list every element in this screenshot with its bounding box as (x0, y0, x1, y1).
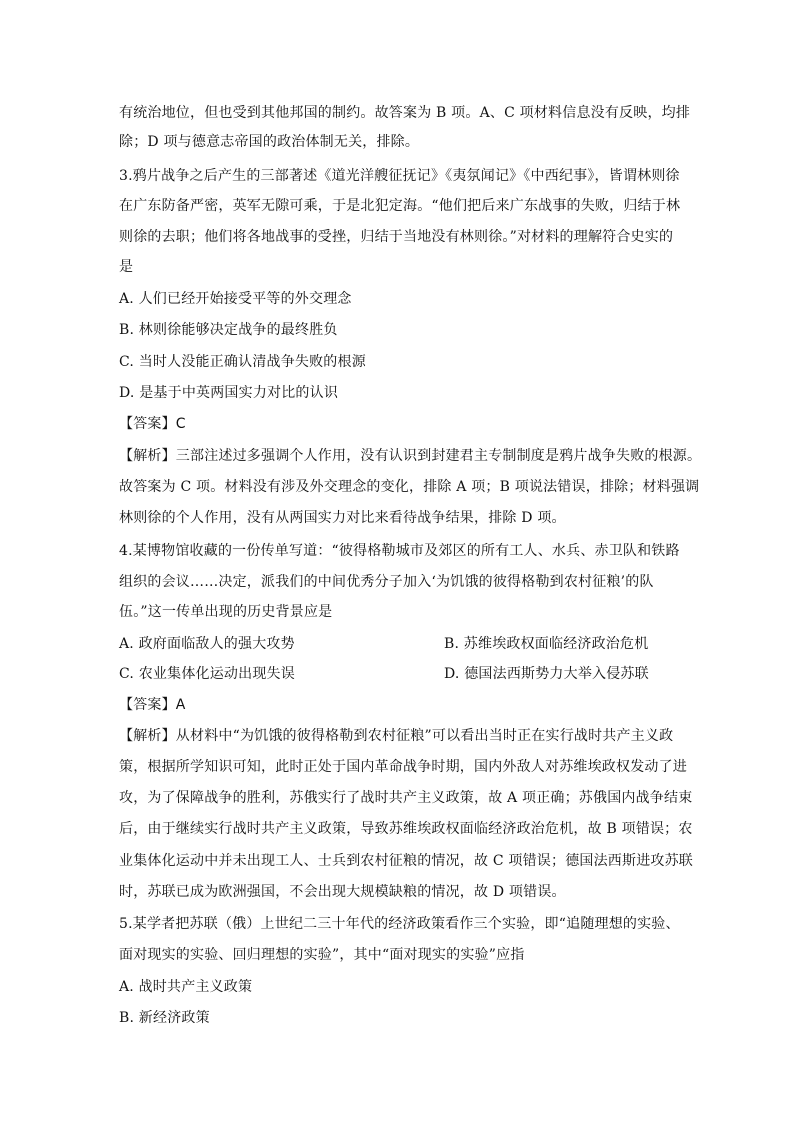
q3-stem-line: 在广东防备严密，英军无隙可乘，于是北犯定海。“他们把后来广东战事的失败，归结于林 (119, 198, 681, 214)
q4-analysis-line: 业集体化运动中并未出现工人、士兵到农村征粮的情况，故 C 项错误；德国法西斯进攻苏联 (119, 853, 694, 869)
q4-option-a: A. 政府面临敌人的强大攻势 (119, 636, 295, 652)
q4-option-c: C. 农业集体化运动出现失误 (119, 666, 295, 682)
q3-option-d: D. 是基于中英两国实力对比的认识 (119, 385, 339, 401)
q4-analysis-line: 【解析】从材料中“为饥饿的彼得格勒到农村征粮”可以看出当时正在实行战时共产主义政 (119, 728, 674, 744)
q4-stem-line: 4.某博物馆收藏的一份传单写道：“彼得格勒城市及郊区的所有工人、水兵、赤卫队和铁路 (119, 543, 680, 559)
q3-analysis-line: 林则徐的个人作用，没有从两国实力对比来看待战争结果，排除 D 项。 (119, 510, 566, 526)
q3-answer: 【答案】C (119, 416, 186, 432)
q4-answer: 【答案】A (119, 697, 186, 713)
q5-stem-line: 面对现实的实验、回归理想的实验”，其中“面对现实的实验”应指 (119, 947, 525, 963)
q3-option-c: C. 当时人没能正确认清战争失败的根源 (119, 354, 366, 370)
q4-analysis-line: 时，苏联已成为欧洲强国，不会出现大规模缺粮的情况，故 D 项错误。 (119, 884, 566, 900)
q3-stem-line: 3.鸦片战争之后产生的三部著述《道光洋艘征抚记》《夷氛闻记》《中西纪事》，皆谓林则徐 (119, 168, 680, 184)
q4-stem-line: 组织的会议……决定，派我们的中间优秀分子加入‘为饥饿的彼得格勒到农村征粮’的队 (119, 574, 654, 590)
q3-stem-line: 则徐的去职；他们将各地战事的受挫，归结于当地没有林则徐。”对材料的理解符合史实的 (119, 229, 674, 245)
q4-stem-line: 伍。”这一传单出现的历史背景应是 (119, 604, 333, 620)
q2-analysis-line: 除；D 项与德意志帝国的政治体制无关，排除。 (119, 134, 420, 150)
q3-option-b: B. 林则徐能够决定战争的最终胜负 (119, 322, 338, 338)
q3-analysis-line: 【解析】三部注述过多强调个人作用，没有认识到封建君主专制制度是鸦片战争失败的根源。 (119, 448, 702, 464)
q4-option-d: D. 德国法西斯势力大举入侵苏联 (444, 666, 649, 682)
q5-stem-line: 5.某学者把苏联（俄）上世纪二三十年代的经济政策看作三个实验，即“追随理想的实验、 (119, 916, 680, 932)
q3-stem-line: 是 (119, 259, 134, 275)
q4-option-b: B. 苏维埃政权面临经济政治危机 (444, 636, 649, 652)
q4-analysis-line: 攻，为了保障战争的胜利，苏俄实行了战时共产主义政策，故 A 项正确；苏俄国内战争结束 (119, 790, 693, 806)
q5-option-b: B. 新经济政策 (119, 1010, 210, 1026)
q3-analysis-line: 故答案为 C 项。材料没有涉及外交理念的变化，排除 A 项；B 项说法错误，排除；材料强调 (119, 479, 700, 495)
q5-option-a: A. 战时共产主义政策 (119, 979, 253, 995)
q4-analysis-line: 策，根据所学知识可知，此时正处于国内革命战争时期，国内外敌人对苏维埃政权发动了进 (119, 759, 687, 775)
q4-analysis-line: 后，由于继续实行战时共产主义政策，导致苏维埃政权面临经济政治危机，故 B 项错误；农 (119, 821, 693, 837)
q3-option-a: A. 人们已经开始接受平等的外交理念 (119, 291, 352, 307)
q2-analysis-line: 有统治地位，但也受到其他邦国的制约。故答案为 B 项。A、C 项材料信息没有反映，均排 (119, 105, 691, 121)
